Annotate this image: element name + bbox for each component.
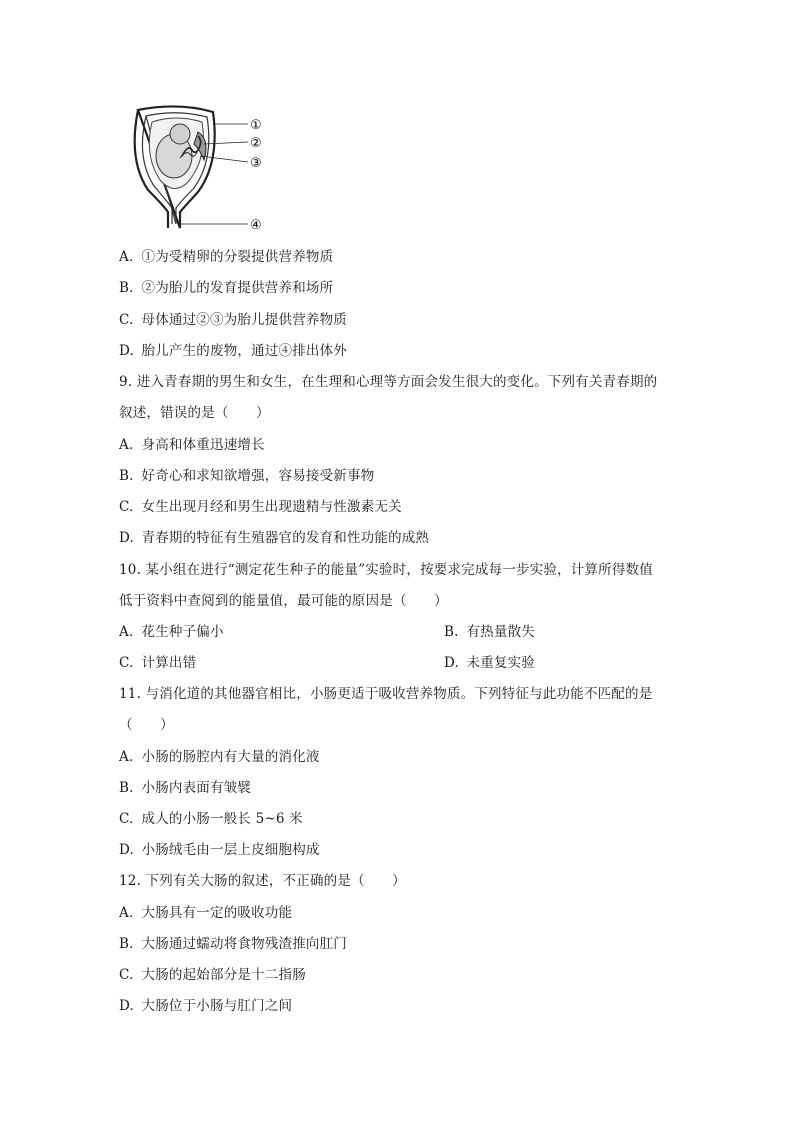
label-2: ②: [250, 136, 262, 151]
q12-option-c: C. 大肠的起始部分是十二指肠: [119, 967, 306, 983]
q10-option-c: C. 计算出错: [119, 655, 197, 671]
label-3: ③: [250, 156, 262, 171]
q8-option-b: B. ②为胎儿的发育提供营养和场所: [119, 280, 334, 296]
q9-stem-line1: 9. 进入青春期的男生和女生，在生理和心理等方面会发生很大的变化。下列有关青春期的: [119, 374, 658, 390]
label-4: ④: [250, 218, 262, 233]
q10-stem-line1: 10. 某小组在进行“测定花生种子的能量”实验时，按要求完成每一步实验，计算所得数值: [119, 562, 653, 578]
q11-option-a: A. 小肠的肠腔内有大量的消化液: [119, 749, 320, 765]
q11-stem-line1: 11. 与消化道的其他器官相比，小肠更适于吸收营养物质。下列特征与此功能不匹配的是: [119, 686, 653, 702]
label-1: ①: [250, 118, 262, 133]
q11-option-c: C. 成人的小肠一般长 5~6 米: [119, 811, 303, 827]
q12-option-b: B. 大肠通过蠕动将食物残渣推向肛门: [119, 936, 347, 952]
q8-option-d: D. 胎儿产生的废物，通过④排出体外: [119, 343, 347, 359]
q11-stem-line2: （ ）: [119, 717, 174, 733]
q9-stem-line2: 叙述，错误的是（ ）: [119, 405, 270, 421]
uterus-fetus-diagram: [118, 100, 278, 235]
q9-option-b: B. 好奇心和求知欲增强，容易接受新事物: [119, 468, 375, 484]
q8-option-c: C. 母体通过②③为胎儿提供营养物质: [119, 312, 347, 328]
q9-option-a: A. 身高和体重迅速增长: [119, 437, 265, 453]
q12-option-a: A. 大肠具有一定的吸收功能: [119, 905, 293, 921]
q11-option-d: D. 小肠绒毛由一层上皮细胞构成: [119, 842, 320, 858]
q9-option-d: D. 青春期的特征有生殖器官的发育和性功能的成熟: [119, 530, 430, 546]
fetus-head: [170, 124, 190, 144]
q12-stem-line1: 12. 下列有关大肠的叙述，不正确的是（ ）: [119, 873, 406, 889]
q10-option-d: D. 未重复实验: [444, 655, 535, 671]
q10-option-a: A. 花生种子偏小: [119, 624, 224, 640]
q12-option-d: D. 大肠位于小肠与肛门之间: [119, 998, 293, 1014]
q8-option-a: A. ①为受精卵的分裂提供营养物质: [119, 249, 334, 265]
q10-stem-line2: 低于资料中查阅到的能量值，最可能的原因是（ ）: [119, 593, 448, 609]
q10-option-b: B. 有热量散失: [444, 624, 535, 640]
q9-option-c: C. 女生出现月经和男生出现遗精与性激素无关: [119, 499, 402, 515]
q11-option-b: B. 小肠内表面有皱襞: [119, 780, 252, 796]
